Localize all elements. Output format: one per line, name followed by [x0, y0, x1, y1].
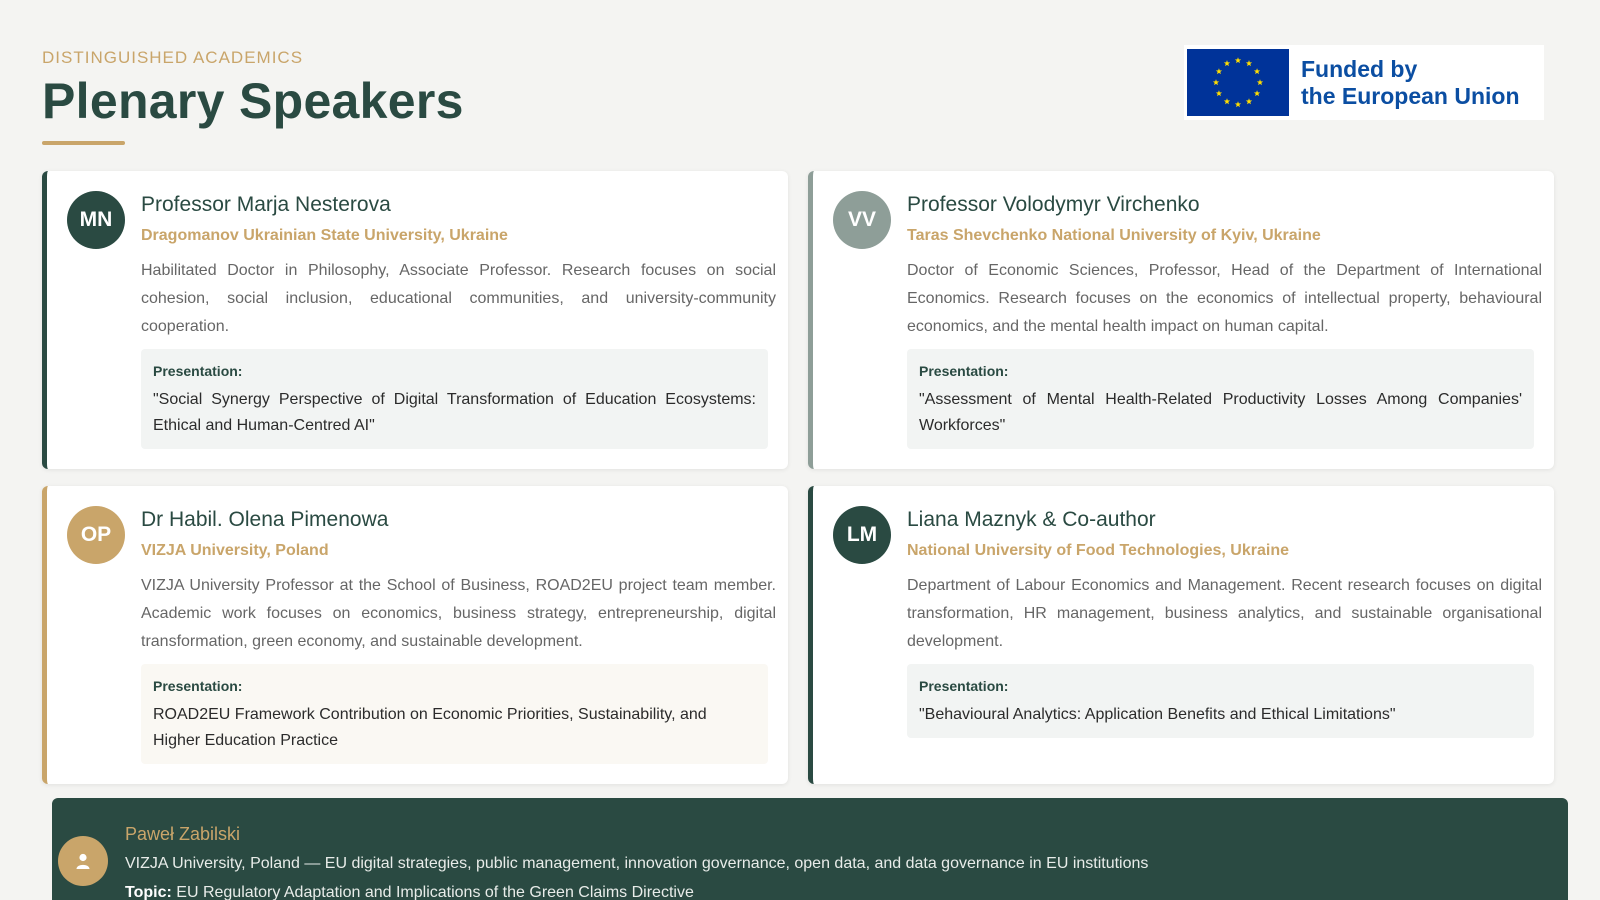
speaker-card — [42, 171, 788, 469]
speaker-bio: Department of Labour Economics and Management. Recent research focuses on digital transformation, HR management, business analytics, and sustainable organisational development. — [907, 577, 1542, 650]
speaker-affiliation: VIZJA University, Poland — [141, 542, 329, 559]
eu-star — [1213, 79, 1219, 85]
eu-star — [1257, 79, 1263, 85]
banner-speaker-name: Paweł Zabilski — [125, 824, 241, 844]
eu-star — [1224, 98, 1230, 104]
speaker-name: Professor Marja Nesterova — [141, 193, 391, 216]
eu-funding-logo — [1184, 45, 1544, 120]
eu-flag-icon — [1187, 49, 1289, 116]
presentation-label: Presentation: — [919, 678, 1009, 694]
speaker-card — [42, 486, 788, 784]
presentation-box — [141, 349, 768, 449]
eu-star — [1246, 98, 1252, 104]
eu-funding-text — [1301, 56, 1520, 110]
user-icon — [58, 836, 108, 886]
presentation-label: Presentation: — [153, 678, 243, 694]
page-title: Plenary Speakers — [42, 73, 464, 129]
speaker-name: Dr Habil. Olena Pimenowa — [141, 508, 389, 531]
speaker-affiliation: National University of Food Technologies, Ukraine — [907, 542, 1289, 559]
presentation-box — [141, 664, 768, 764]
presentation-title: "Assessment of Mental Health-Related Productivity Losses Among Companies' Workforces" — [919, 391, 1522, 434]
avatar: OP — [67, 506, 125, 564]
eu-star — [1254, 90, 1260, 96]
presentation-title: ROAD2EU Framework Contribution on Economic Priorities, Sustainability, and Higher Education Practice — [153, 706, 707, 749]
eu-star — [1254, 68, 1260, 74]
banner-speaker-description: VIZJA University, Poland — EU digital strategies, public management, innovation governance, open data, and data governance in EU institutions — [125, 855, 1149, 872]
speaker-name: Liana Maznyk & Co-author — [907, 508, 1156, 531]
presentation-box — [907, 664, 1534, 738]
presentation-title: "Behavioural Analytics: Application Benefits and Ethical Limitations" — [919, 706, 1396, 723]
presentation-title: "Social Synergy Perspective of Digital Transformation of Education Ecosystems: Ethical and Human-Centred AI" — [153, 391, 756, 434]
banner-topic-label: Topic: — [125, 884, 172, 900]
page-header — [42, 48, 464, 130]
page-eyebrow: DISTINGUISHED ACADEMICS — [42, 48, 304, 67]
eu-line-2: the European Union — [1301, 82, 1520, 109]
featured-speaker-banner — [52, 798, 1568, 900]
avatar: LM — [833, 506, 891, 564]
presentation-label: Presentation: — [919, 363, 1009, 379]
speaker-card — [808, 486, 1554, 784]
speaker-name: Professor Volodymyr Virchenko — [907, 193, 1200, 216]
presentation-box — [907, 349, 1534, 449]
avatar: VV — [833, 191, 891, 249]
banner-topic-text: EU Regulatory Adaptation and Implications of the Green Claims Directive — [176, 884, 694, 900]
eu-star — [1216, 68, 1222, 74]
title-underline — [42, 141, 125, 145]
speaker-bio: VIZJA University Professor at the School of Business, ROAD2EU project team member. Academic work focuses on economics, business strategy, entrepreneurship, digital transformation, green economy, and sustainable development. — [141, 577, 776, 650]
eu-star — [1216, 90, 1222, 96]
eu-star — [1235, 101, 1241, 107]
speaker-card — [808, 171, 1554, 469]
speaker-bio: Doctor of Economic Sciences, Professor, Head of the Department of International Economics. Research focuses on the economics of intellectual property, behavioural economics, and the mental health impact on human capital. — [907, 262, 1542, 335]
presentation-label: Presentation: — [153, 363, 243, 379]
eu-star — [1246, 60, 1252, 66]
speaker-affiliation: Dragomanov Ukrainian State University, Ukraine — [141, 227, 508, 244]
banner-topic — [125, 884, 694, 900]
eu-line-1: Funded by — [1301, 55, 1418, 82]
speaker-bio: Habilitated Doctor in Philosophy, Associate Professor. Research focuses on social cohesion, social inclusion, educational communities, and university-community cooperation. — [141, 262, 776, 335]
eu-star — [1235, 57, 1241, 63]
avatar: MN — [67, 191, 125, 249]
eu-star — [1224, 60, 1230, 66]
speaker-affiliation: Taras Shevchenko National University of Kyiv, Ukraine — [907, 227, 1321, 244]
